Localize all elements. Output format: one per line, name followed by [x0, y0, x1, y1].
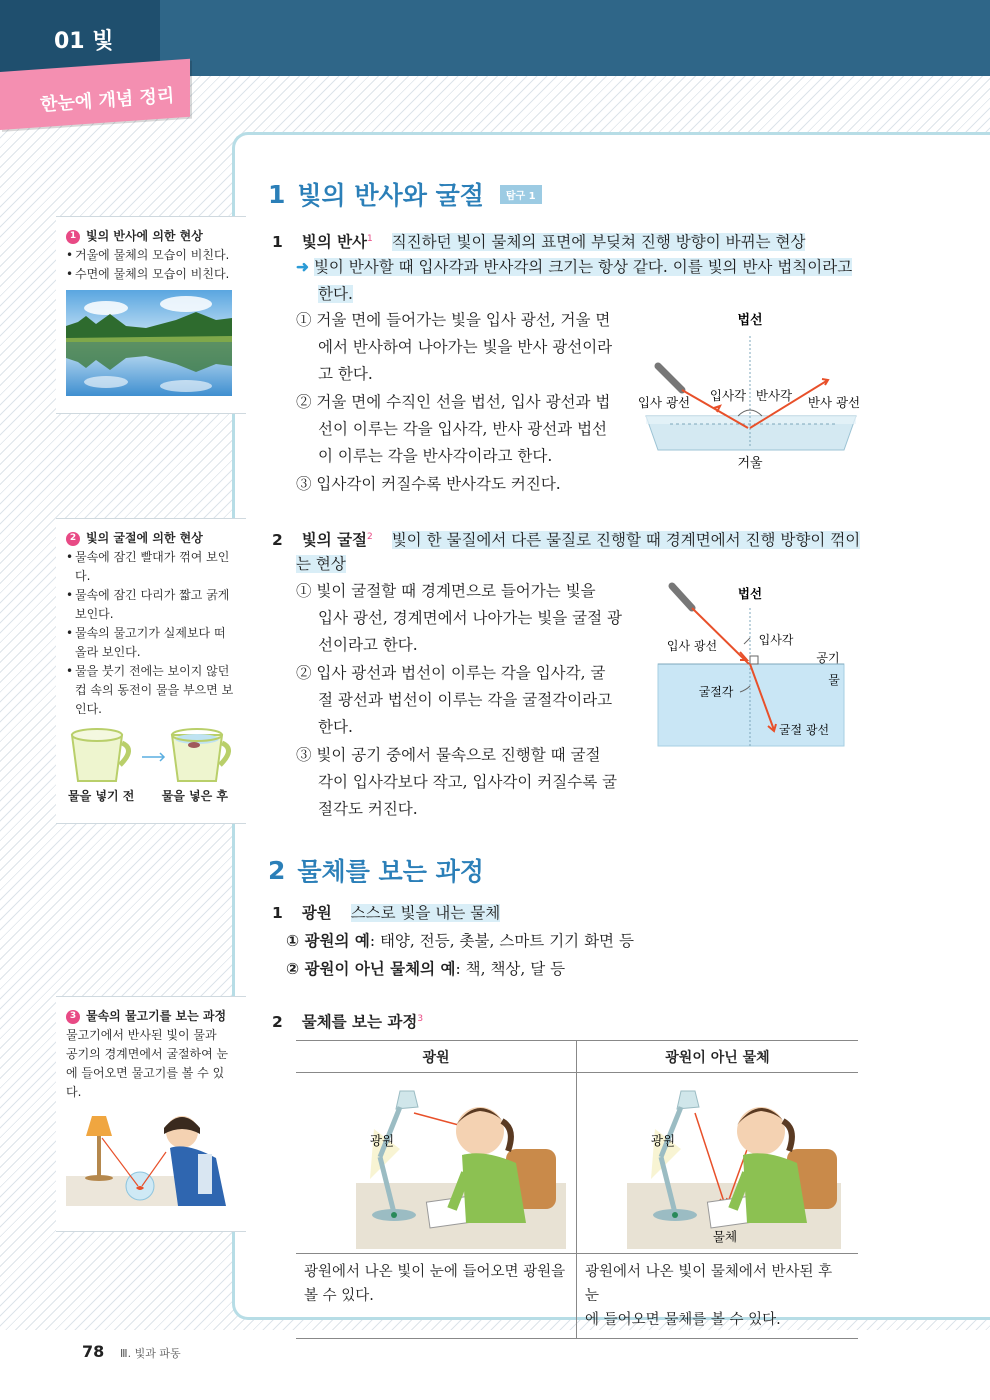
water-label: 물	[828, 673, 840, 687]
cup-after-caption: 물을 넣은 후	[161, 789, 228, 803]
sidebar-title: 빛의 반사에 의한 현상	[86, 229, 203, 243]
light-source-illustration-cell	[296, 1073, 577, 1254]
fish-viewing-illustration	[66, 1106, 236, 1206]
incident-ray-label: 입사 광선	[666, 639, 718, 653]
cup-before-caption: 물을 넣기 전	[68, 789, 135, 803]
coin-cup-illustration	[66, 725, 236, 787]
inquiry-tag: 탐구 1	[500, 185, 542, 204]
list-item: • 수면에 물체의 모습이 비친다.	[66, 265, 236, 284]
reflection-law-cont: 한다.	[318, 285, 353, 303]
list-item: • 물을 붓기 전에는 보이지 않던 컵 속의 동전이 물을 부으면 보 인다.	[66, 662, 236, 719]
item-number: 1	[272, 233, 283, 252]
normal-label: 법선	[737, 586, 763, 601]
unit-title: Ⅲ. 빛과 파동	[120, 1347, 181, 1360]
arrow-icon: ➜	[296, 257, 309, 276]
term: 빛의 굴절	[301, 531, 368, 550]
sidebar-title: 빛의 굴절에 의한 현상	[86, 531, 203, 545]
definition: 스스로 빛을 내는 물체	[350, 904, 501, 922]
item-number: 1	[272, 904, 283, 922]
reflection-law: ➜ 빛이 반사할 때 입사각과 반사각의 크기는 항상 같다. 이를 빛의 반사 법칙이라고	[296, 257, 853, 276]
sidebar-box-reflection	[56, 216, 246, 414]
list-item: • 물속에 잠긴 다리가 짧고 굵게 보인다.	[66, 586, 236, 624]
note-number-badge: 3	[66, 1010, 80, 1024]
air-label: 공기	[816, 651, 840, 665]
refracted-ray-label: 굴절 광선	[778, 723, 830, 737]
reflection-definition	[272, 226, 805, 255]
reflected-ray-label: 반사 광선	[807, 395, 861, 410]
note-ref: 2	[367, 532, 373, 542]
note-ref: 3	[417, 1014, 424, 1024]
table-header: 광원	[296, 1041, 577, 1073]
term: 물체를 보는 과정	[301, 1013, 418, 1032]
object-description: 광원에서 나온 빛이 물체에서 반사된 후 눈 에 들어오면 물체를 볼 수 있다.	[577, 1254, 859, 1339]
light-source-description: 광원에서 나온 빛이 눈에 들어오면 광원을 볼 수 있다.	[296, 1254, 577, 1339]
list-item: • 물속의 물고기가 실제보다 떠 올라 보인다.	[66, 624, 236, 662]
item-number: 2	[272, 1013, 283, 1032]
lake-reflection-photo	[66, 290, 232, 396]
definition: 빛이 한 물질에서 다른 물질로 진행할 때 경계면에서 진행 방향이 꺾이	[391, 531, 861, 550]
seeing-process-heading	[272, 1006, 423, 1035]
sidebar-text: 물고기에서 반사된 빛이 물과 공기의 경계면에서 굴절하여 눈 에 들어오면 물고기를 볼 수 있 다.	[66, 1028, 229, 1099]
incident-angle-label: 입사각	[758, 633, 794, 647]
section-heading-reflection-refraction	[268, 176, 542, 212]
sidebar-box-refraction	[56, 518, 246, 824]
light-source-definition	[272, 900, 500, 926]
light-source-label: 광원	[369, 1133, 395, 1148]
light-source-examples: ① 광원의 예: 태양, 전등, 촛불, 스마트 기기 화면 등	[286, 932, 634, 950]
normal-label: 법선	[737, 313, 763, 328]
note-number-badge: 2	[66, 532, 80, 546]
non-light-source-examples: ② 광원이 아닌 물체의 예: 책, 책상, 달 등	[286, 960, 566, 978]
list-item: • 거울에 물체의 모습이 비친다.	[66, 246, 236, 265]
sidebar-title: 물속의 물고기를 보는 과정	[86, 1009, 227, 1023]
seeing-process-table	[296, 1040, 858, 1339]
sidebar-list	[66, 548, 236, 719]
refraction-diagram	[652, 578, 852, 750]
incident-angle-label: 입사각	[709, 388, 747, 403]
concept-badge-label: 한눈에 개념 정리	[39, 85, 175, 116]
light-source-label: 광원	[650, 1133, 676, 1148]
reflection-angle-label: 반사각	[755, 388, 793, 403]
refraction-angle-label: 굴절각	[698, 685, 734, 699]
object-illustration-cell	[577, 1073, 859, 1254]
page-number: 78	[82, 1342, 105, 1361]
definition: 직진하던 빛이 물체의 표면에 부딪쳐 진행 방향이 바뀌는 현상	[391, 233, 806, 252]
section-title: 빛의 반사와 굴절	[297, 181, 484, 210]
note-number-badge: 1	[66, 230, 80, 244]
list-item: • 물속에 잠긴 빨대가 꺾여 보인 다.	[66, 548, 236, 586]
girl-lamp-book-illustration	[577, 1073, 857, 1249]
term: 빛의 반사	[301, 233, 368, 252]
section-heading-seeing-objects	[268, 852, 484, 888]
incident-ray-label: 입사 광선	[637, 395, 691, 410]
girl-lamp-illustration	[296, 1073, 576, 1249]
mirror-label: 거울	[737, 456, 763, 471]
sidebar-list	[66, 246, 236, 284]
term: 광원	[301, 904, 332, 922]
section-number: 1	[268, 179, 286, 209]
refraction-definition-cont: 는 현상	[296, 555, 346, 573]
object-label: 물체	[712, 1229, 738, 1244]
reflection-diagram	[630, 306, 870, 474]
chapter-title: 01 빛	[54, 29, 114, 54]
item-number: 2	[272, 531, 283, 550]
table-header: 광원이 아닌 물체	[577, 1041, 859, 1073]
section-number: 2	[268, 855, 286, 885]
section-title: 물체를 보는 과정	[297, 857, 484, 886]
note-ref: 1	[367, 234, 373, 244]
sidebar-box-fish	[56, 996, 246, 1232]
refraction-definition	[272, 524, 860, 553]
